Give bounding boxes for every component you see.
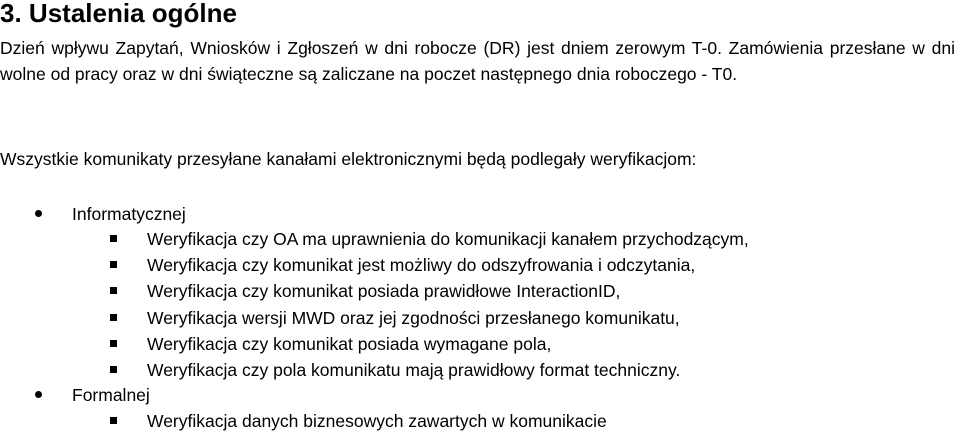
section-title: Ustalenia ogólne <box>28 0 237 28</box>
square-bullet-icon <box>110 235 117 242</box>
sub-bullet-text: Weryfikacja czy komunikat jest możliwy do odszyfrowania i odczytania, <box>147 255 696 275</box>
sub-bullet-text: Weryfikacja wersji MWD oraz jej zgodności przesłanego komunikatu, <box>147 308 680 328</box>
sub-bullet-text: Weryfikacja czy komunikat posiada prawidłowe InteractionID, <box>147 281 621 301</box>
sub-bullet-item <box>0 357 955 383</box>
square-bullet-icon <box>110 314 117 321</box>
section-number: 3. <box>0 0 22 28</box>
sub-bullet-text: Weryfikacja czy komunikat posiada wymagane pola, <box>147 334 552 354</box>
sub-bullet-item <box>0 408 955 434</box>
sub-bullet-text: Weryfikacja czy pola komunikatu mają prawidłowy format techniczny. <box>147 360 681 380</box>
section-heading <box>0 0 237 28</box>
square-bullet-icon <box>110 417 117 424</box>
intro-paragraph: Dzień wpływu Zapytań, Wniosków i Zgłoszeń w dni robocze (DR) jest dniem zerowym T-0. Zamówienia przesłane w dni wolne od pracy oraz w dni świąteczne są zaliczane na poczet następnego dnia roboczego - T0. <box>0 38 955 84</box>
square-bullet-icon <box>110 340 117 347</box>
square-bullet-icon <box>110 261 117 268</box>
sub-bullet-item <box>0 278 955 304</box>
bullet-label: Informatycznej <box>72 204 186 224</box>
square-bullet-icon <box>110 287 117 294</box>
sub-bullet-item <box>0 305 955 331</box>
bullet-label: Formalnej <box>72 385 150 405</box>
sub-bullet-text: Weryfikacja danych biznesowych zawartych w komunikacie <box>147 411 607 431</box>
bullet-item-informatycznej <box>0 201 955 227</box>
square-bullet-icon <box>110 366 117 373</box>
sub-bullet-item <box>0 331 955 357</box>
bullet-item-formalnej <box>0 382 955 408</box>
verification-intro: Wszystkie komunikaty przesyłane kanałami elektronicznymi będą podlegały weryfikacjom: <box>0 149 697 169</box>
sub-bullet-item <box>0 252 955 278</box>
sub-bullet-item <box>0 226 955 252</box>
sub-bullet-text: Weryfikacja czy OA ma uprawnienia do komunikacji kanałem przychodzącym, <box>147 229 749 249</box>
bullet-dot-icon <box>35 210 42 217</box>
bullet-dot-icon <box>35 391 42 398</box>
